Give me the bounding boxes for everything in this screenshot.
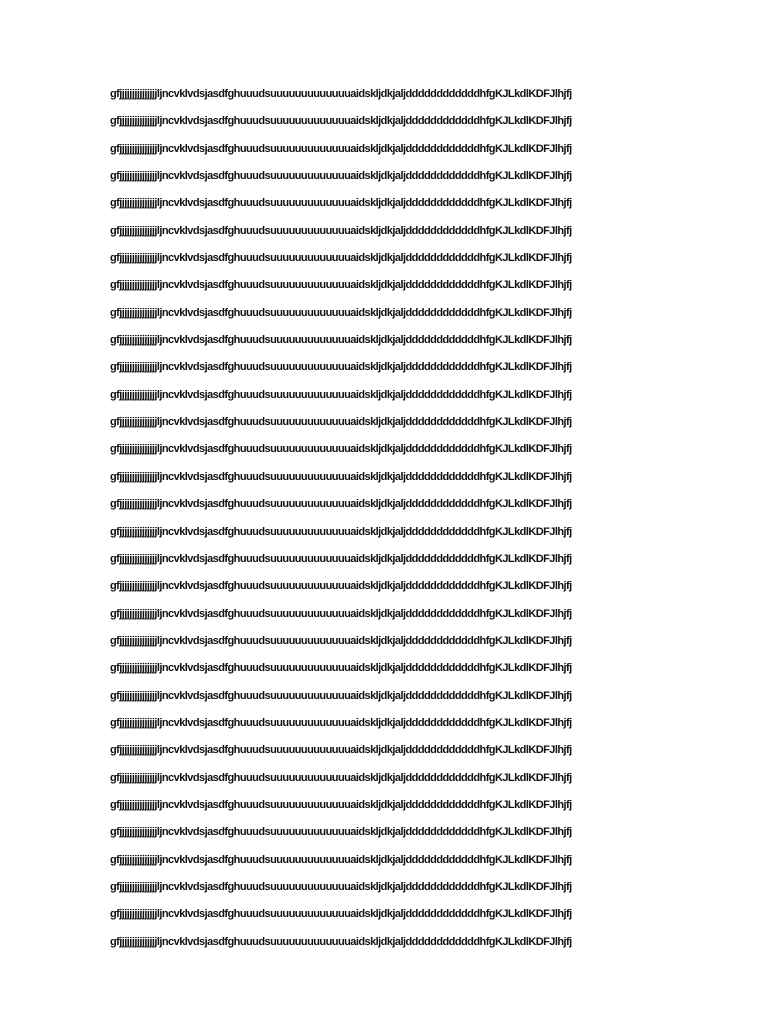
text-line: gfjjjjjjjjjjjjjjjljncvklvdsjasdfghuuudsuuuuuuuuuuuuuaidskljdkjaljddddddddddddhfgKJLkdlKDFJlhjfj xyxy=(110,170,572,183)
document-body xyxy=(110,86,658,961)
text-line: gfjjjjjjjjjjjjjjjljncvklvdsjasdfghuuudsuuuuuuuuuuuuuaidskljdkjaljddddddddddddhfgKJLkdlKDFJlhjfj xyxy=(110,798,572,811)
text-line: gfjjjjjjjjjjjjjjjljncvklvdsjasdfghuuudsuuuuuuuuuuuuuaidskljdkjaljddddddddddddhfgKJLkdlKDFJlhjfj xyxy=(110,880,572,893)
text-line: gfjjjjjjjjjjjjjjjljncvklvdsjasdfghuuudsuuuuuuuuuuuuuaidskljdkjaljddddddddddddhfgKJLkdlKDFJlhjfj xyxy=(110,771,572,784)
text-line: gfjjjjjjjjjjjjjjjljncvklvdsjasdfghuuudsuuuuuuuuuuuuuaidskljdkjaljddddddddddddhfgKJLkdlKDFJlhjfj xyxy=(110,224,572,237)
text-line: gfjjjjjjjjjjjjjjjljncvklvdsjasdfghuuudsuuuuuuuuuuuuuaidskljdkjaljddddddddddddhfgKJLkdlKDFJlhjfj xyxy=(110,334,572,347)
text-line: gfjjjjjjjjjjjjjjjljncvklvdsjasdfghuuudsuuuuuuuuuuuuuaidskljdkjaljddddddddddddhfgKJLkdlKDFJlhjfj xyxy=(110,361,572,374)
text-line: gfjjjjjjjjjjjjjjjljncvklvdsjasdfghuuudsuuuuuuuuuuuuuaidskljdkjaljddddddddddddhfgKJLkdlKDFJlhjfj xyxy=(110,197,572,210)
text-line: gfjjjjjjjjjjjjjjjljncvklvdsjasdfghuuudsuuuuuuuuuuuuuaidskljdkjaljddddddddddddhfgKJLkdlKDFJlhjfj xyxy=(110,607,572,620)
text-line: gfjjjjjjjjjjjjjjjljncvklvdsjasdfghuuudsuuuuuuuuuuuuuaidskljdkjaljddddddddddddhfgKJLkdlKDFJlhjfj xyxy=(110,388,572,401)
text-line: gfjjjjjjjjjjjjjjjljncvklvdsjasdfghuuudsuuuuuuuuuuuuuaidskljdkjaljddddddddddddhfgKJLkdlKDFJlhjfj xyxy=(110,498,572,511)
text-line: gfjjjjjjjjjjjjjjjljncvklvdsjasdfghuuudsuuuuuuuuuuuuuaidskljdkjaljddddddddddddhfgKJLkdlKDFJlhjfj xyxy=(110,935,572,948)
text-line: gfjjjjjjjjjjjjjjjljncvklvdsjasdfghuuudsuuuuuuuuuuuuuaidskljdkjaljddddddddddddhfgKJLkdlKDFJlhjfj xyxy=(110,552,572,565)
text-line: gfjjjjjjjjjjjjjjjljncvklvdsjasdfghuuudsuuuuuuuuuuuuuaidskljdkjaljddddddddddddhfgKJLkdlKDFJlhjfj xyxy=(110,88,572,100)
text-line: gfjjjjjjjjjjjjjjjljncvklvdsjasdfghuuudsuuuuuuuuuuuuuaidskljdkjaljddddddddddddhfgKJLkdlKDFJlhjfj xyxy=(110,115,572,128)
text-line: gfjjjjjjjjjjjjjjjljncvklvdsjasdfghuuudsuuuuuuuuuuuuuaidskljdkjaljddddddddddddhfgKJLkdlKDFJlhjfj xyxy=(110,744,572,757)
text-line: gfjjjjjjjjjjjjjjjljncvklvdsjasdfghuuudsuuuuuuuuuuuuuaidskljdkjaljddddddddddddhfgKJLkdlKDFJlhjfj xyxy=(110,142,572,155)
text-line: gfjjjjjjjjjjjjjjjljncvklvdsjasdfghuuudsuuuuuuuuuuuuuaidskljdkjaljddddddddddddhfgKJLkdlKDFJlhjfj xyxy=(110,634,572,647)
text-line: gfjjjjjjjjjjjjjjjljncvklvdsjasdfghuuudsuuuuuuuuuuuuuaidskljdkjaljddddddddddddhfgKJLkdlKDFJlhjfj xyxy=(110,908,572,921)
text-line: gfjjjjjjjjjjjjjjjljncvklvdsjasdfghuuudsuuuuuuuuuuuuuaidskljdkjaljddddddddddddhfgKJLkdlKDFJlhjfj xyxy=(110,662,572,675)
text-line: gfjjjjjjjjjjjjjjjljncvklvdsjasdfghuuudsuuuuuuuuuuuuuaidskljdkjaljddddddddddddhfgKJLkdlKDFJlhjfj xyxy=(110,416,572,429)
text-line: gfjjjjjjjjjjjjjjjljncvklvdsjasdfghuuudsuuuuuuuuuuuuuaidskljdkjaljddddddddddddhfgKJLkdlKDFJlhjfj xyxy=(110,279,572,292)
text-line: gfjjjjjjjjjjjjjjjljncvklvdsjasdfghuuudsuuuuuuuuuuuuuaidskljdkjaljddddddddddddhfgKJLkdlKDFJlhjfj xyxy=(110,470,572,483)
text-line: gfjjjjjjjjjjjjjjjljncvklvdsjasdfghuuudsuuuuuuuuuuuuuaidskljdkjaljddddddddddddhfgKJLkdlKDFJlhjfj xyxy=(110,306,572,319)
text-line: gfjjjjjjjjjjjjjjjljncvklvdsjasdfghuuudsuuuuuuuuuuuuuaidskljdkjaljddddddddddddhfgKJLkdlKDFJlhjfj xyxy=(110,716,572,729)
text-line: gfjjjjjjjjjjjjjjjljncvklvdsjasdfghuuudsuuuuuuuuuuuuuaidskljdkjaljddddddddddddhfgKJLkdlKDFJlhjfj xyxy=(110,853,572,866)
text-line: gfjjjjjjjjjjjjjjjljncvklvdsjasdfghuuudsuuuuuuuuuuuuuaidskljdkjaljddddddddddddhfgKJLkdlKDFJlhjfj xyxy=(110,252,572,265)
text-line: gfjjjjjjjjjjjjjjjljncvklvdsjasdfghuuudsuuuuuuuuuuuuuaidskljdkjaljddddddddddddhfgKJLkdlKDFJlhjfj xyxy=(110,443,572,456)
text-line: gfjjjjjjjjjjjjjjjljncvklvdsjasdfghuuudsuuuuuuuuuuuuuaidskljdkjaljddddddddddddhfgKJLkdlKDFJlhjfj xyxy=(110,689,572,702)
text-line: gfjjjjjjjjjjjjjjjljncvklvdsjasdfghuuudsuuuuuuuuuuuuuaidskljdkjaljddddddddddddhfgKJLkdlKDFJlhjfj xyxy=(110,525,572,538)
text-line: gfjjjjjjjjjjjjjjjljncvklvdsjasdfghuuudsuuuuuuuuuuuuuaidskljdkjaljddddddddddddhfgKJLkdlKDFJlhjfj xyxy=(110,826,572,839)
text-line: gfjjjjjjjjjjjjjjjljncvklvdsjasdfghuuudsuuuuuuuuuuuuuaidskljdkjaljddddddddddddhfgKJLkdlKDFJlhjfj xyxy=(110,580,572,593)
